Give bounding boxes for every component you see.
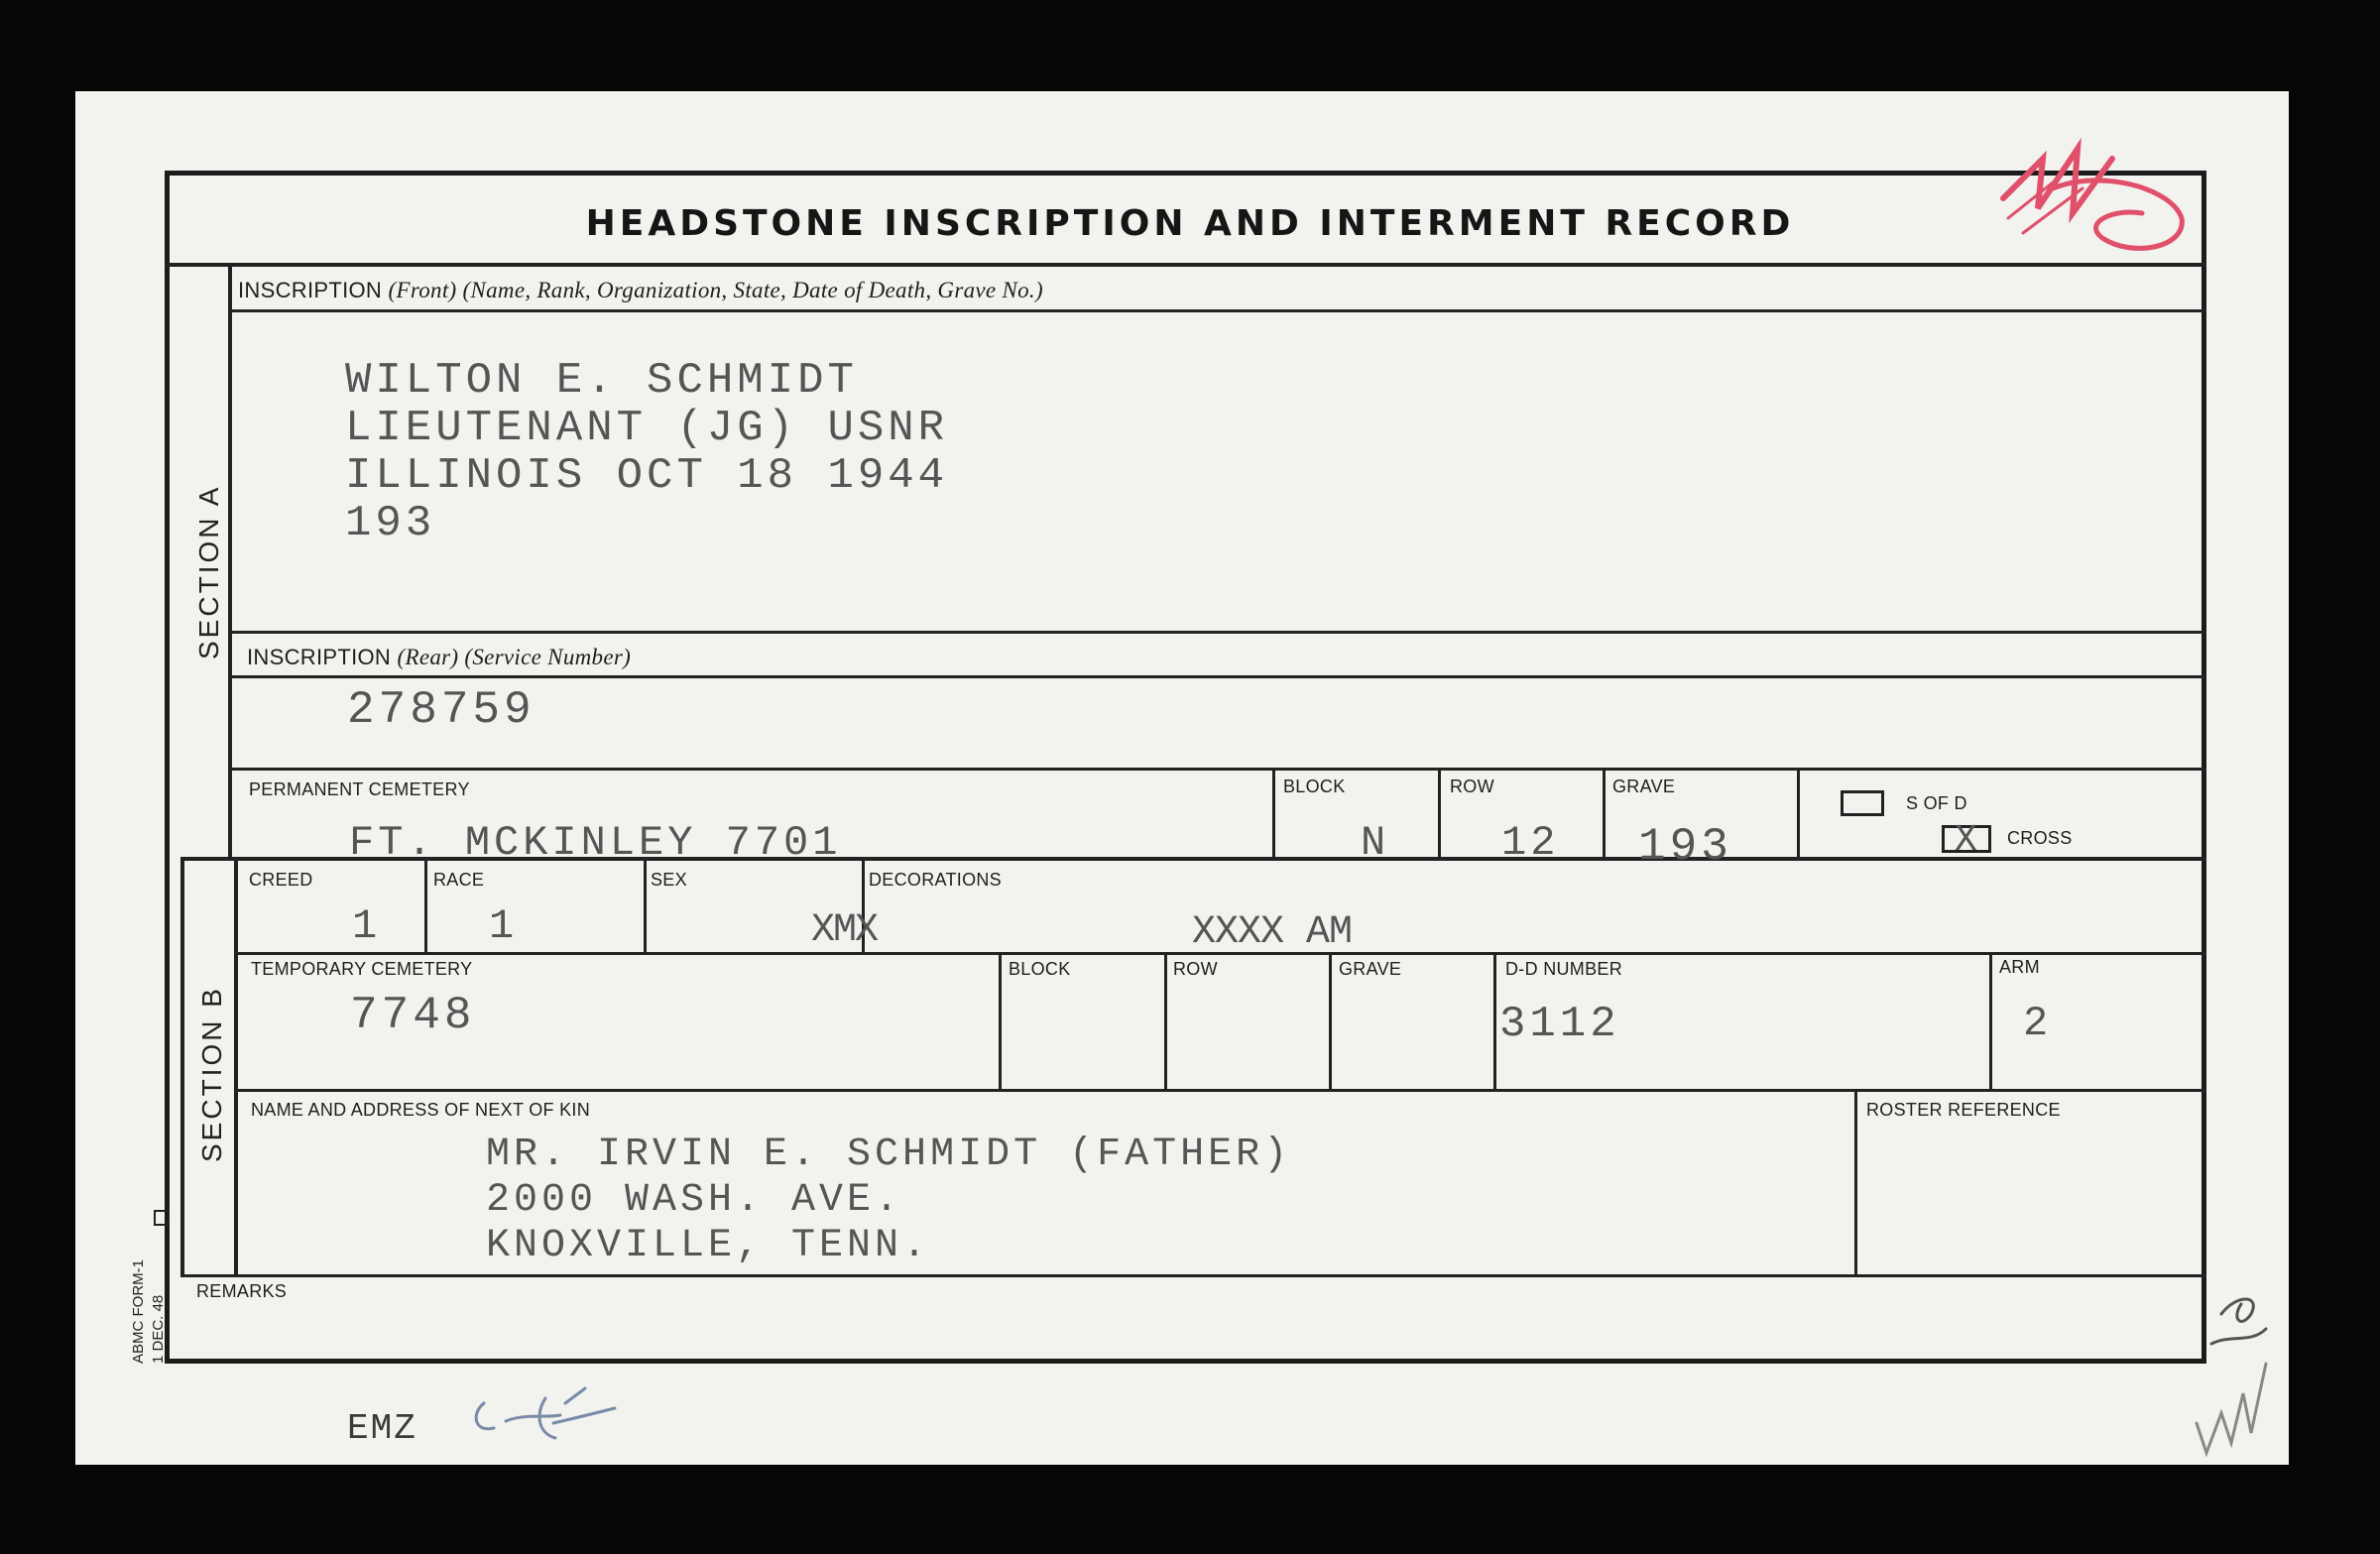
rear-bottom-line [228,768,2206,771]
row-value: 12 [1501,819,1560,867]
temp-grave-sep [1329,952,1332,1090]
initials-value: EMZ [347,1408,417,1449]
form-id-checkbox [154,1210,170,1226]
creed-value: 1 [352,902,382,950]
dd-number-value: 3112 [1499,1000,1620,1049]
sex-value: XMX [811,908,878,953]
race-value: 1 [489,902,519,950]
arm-sep [1989,952,1992,1090]
inscription-line-grave: 193 [345,499,436,548]
sex-label: SEX [651,870,687,890]
temporary-cemetery-label: TEMPORARY CEMETERY [251,959,473,979]
dd-sep [1493,952,1496,1090]
rear-label-line [228,675,2206,678]
temporary-cemetery-value: 7748 [350,990,476,1041]
inscription-front-hint: (Front) (Name, Rank, Organization, State, Date of Death, Grave No.) [388,278,1043,302]
title-divider [165,263,2206,267]
arm-label: ARM [1999,957,2040,977]
kin-line-street: 2000 WASH. AVE. [486,1178,903,1223]
perm-grave-sep [1603,768,1606,858]
permanent-cemetery-value: FT. MCKINLEY 7701 [349,819,842,867]
inscription-line-state-date: ILLINOIS OCT 18 1944 [345,451,949,501]
red-stamp-mark [1983,119,2202,268]
front-bottom-line [228,631,2206,634]
temp-row-label: ROW [1173,959,1218,979]
inscription-line-rank: LIEUTENANT (JG) USNR [345,404,949,453]
block-value: N [1361,819,1390,867]
temp-block-label: BLOCK [1009,959,1071,979]
cross-check-mark: X [1955,819,1977,862]
perm-row-sep [1438,768,1441,858]
sex-sep [644,858,647,953]
race-label: RACE [433,870,485,890]
grave-value: 193 [1638,821,1732,873]
inscription-rear-label-text: INSCRIPTION [247,645,392,669]
inscription-rear-label [247,645,631,670]
initials-signature [466,1383,635,1453]
inscription-front-label-text: INSCRIPTION [238,278,383,302]
temp-grave-label: GRAVE [1339,959,1402,979]
service-number-value: 278759 [347,684,536,736]
form-id-line2: 1 DEC. 48 [150,1294,167,1364]
inscription-front-text [345,357,948,547]
temp-block-sep [999,952,1002,1090]
form-id-line1: ABMC FORM-1 [130,1259,147,1364]
form-title: HEADSTONE INSCRIPTION AND INTERMENT RECORD [585,203,1795,244]
temp-bottom-line [234,1089,2206,1092]
arm-value: 2 [2023,1000,2053,1047]
next-of-kin-label: NAME AND ADDRESS OF NEXT OF KIN [251,1100,591,1120]
roster-sep [1854,1089,1857,1275]
section-a-label: SECTION A [193,484,224,659]
race-sep [424,858,427,953]
next-of-kin-text [486,1133,1291,1269]
grave-label: GRAVE [1612,777,1676,796]
dd-number-label: D-D NUMBER [1505,959,1622,979]
s-of-d-label: S OF D [1906,793,1967,813]
permanent-cemetery-label: PERMANENT CEMETERY [249,779,470,799]
perm-type-sep [1797,768,1800,858]
front-label-line [228,309,2206,312]
kin-bottom-line [180,1274,2206,1277]
creed-label: CREED [249,870,313,890]
temp-row-sep [1164,952,1167,1090]
kin-line-city: KNOXVILLE, TENN. [486,1224,931,1268]
cross-checkbox[interactable] [1942,819,1991,862]
kin-line-name: MR. IRVIN E. SCHMIDT (FATHER) [486,1133,1292,1177]
decorations-label: DECORATIONS [869,870,1002,890]
perm-block-sep [1272,768,1275,858]
inscription-rear-hint: (Rear) (Service Number) [397,645,632,669]
section-b-left-edge [180,857,184,1274]
row-label: ROW [1450,777,1494,796]
section-b-label: SECTION B [196,986,227,1162]
section-b-divider [234,858,238,1274]
roster-reference-label: ROSTER REFERENCE [1866,1100,2061,1120]
decorations-value: XXXX AM [1192,910,1353,955]
block-label: BLOCK [1283,777,1346,796]
inscription-line-name: WILTON E. SCHMIDT [345,356,858,406]
inscription-front-label [238,278,1043,303]
cross-label: CROSS [2007,828,2073,848]
check-signature [2182,1274,2301,1473]
s-of-d-checkbox[interactable] [1841,790,1884,816]
form-id [129,1259,169,1364]
remarks-label: REMARKS [196,1281,288,1301]
